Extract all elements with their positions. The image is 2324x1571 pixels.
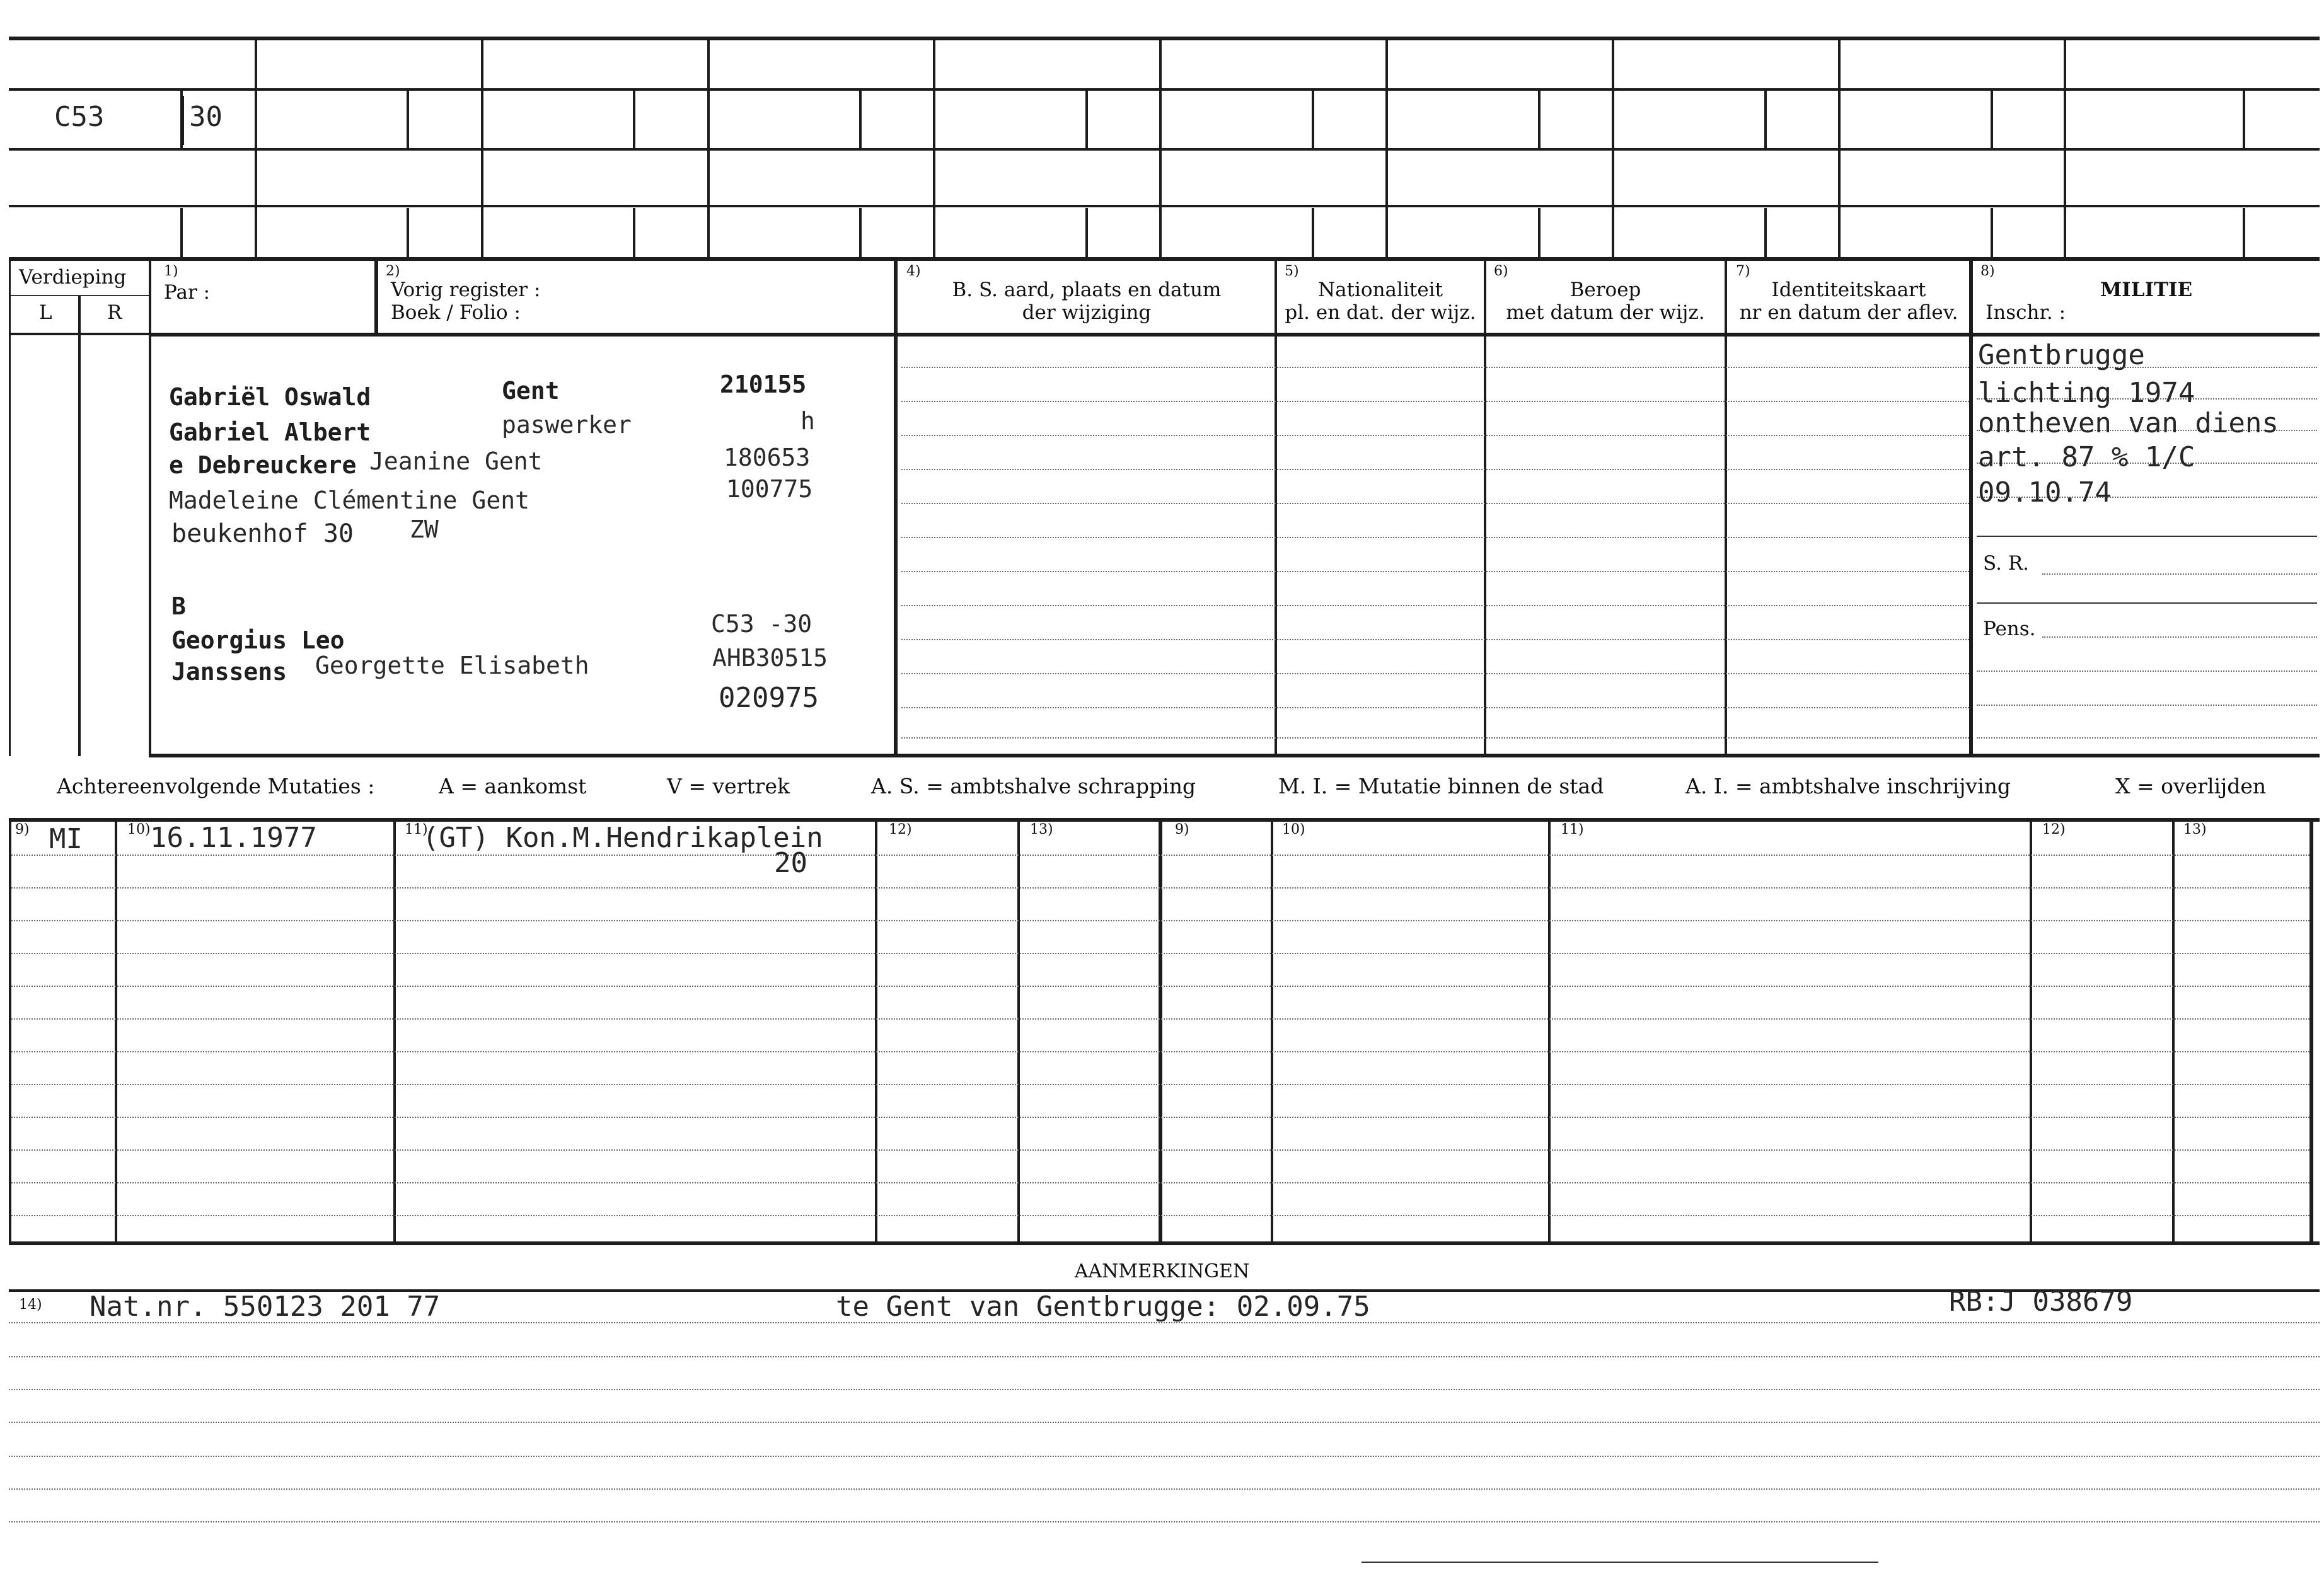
grid-divider: [1612, 38, 1614, 258]
mut-col11b-number: 11): [1561, 822, 1584, 837]
grid-tick: [859, 208, 862, 258]
boek-folio-label: Boek / Folio :: [391, 301, 521, 324]
mutation-line: [11, 1149, 2310, 1151]
entry-line: [901, 571, 1969, 572]
legend-v: V = vertrek: [667, 774, 790, 798]
mutation-line: [11, 1182, 2310, 1183]
top-border: [9, 37, 2320, 40]
col-divider: [149, 258, 151, 756]
remarks-line: [9, 1488, 2320, 1490]
mutation-date: 16.11.1977: [150, 822, 317, 854]
mutation-line: [11, 887, 2310, 889]
person-1-date: 210155: [720, 371, 807, 398]
grid-rule: [9, 148, 2320, 151]
grid-divider: [481, 38, 483, 258]
militie-line: [1977, 670, 2317, 672]
person-1-name: Gabriël Oswald: [169, 383, 371, 411]
l-label: L: [39, 301, 52, 324]
der-wijziging-label: der wijziging: [1022, 301, 1152, 324]
mut-col10-number: 10): [127, 822, 151, 837]
entry-line: [901, 605, 1969, 606]
mut-divider: [2030, 819, 2032, 1243]
col-divider: [1484, 258, 1486, 756]
remarks-number: 14): [19, 1297, 42, 1313]
lr-divider: [78, 296, 81, 756]
entry-line: [901, 673, 1969, 674]
b2-surname: Janssens: [171, 658, 287, 686]
grid-divider: [1385, 38, 1388, 258]
legend-a: A = aankomst: [439, 774, 587, 798]
person-3-date: 180653: [724, 444, 811, 471]
mutation-line: [11, 1215, 2310, 1216]
mutation-line: [11, 855, 2310, 856]
remarks-line: [9, 1389, 2320, 1390]
col8-number: 8): [1980, 263, 1995, 279]
militie-line-2: lichting 1974: [1978, 377, 2195, 409]
mut-col12b-number: 12): [2042, 822, 2066, 837]
entry-line: [901, 707, 1969, 708]
par-label: Par :: [164, 281, 211, 304]
person-1-place: Gent: [502, 377, 560, 405]
b1-name: Georgius Leo: [171, 626, 345, 654]
b2-code: AHB30515: [712, 644, 828, 672]
col-divider: [374, 258, 378, 334]
mut-divider: [115, 819, 117, 1243]
mut-divider: [1271, 819, 1273, 1243]
mutation-line: [11, 953, 2310, 954]
person-3-rest: Jeanine Gent: [369, 447, 543, 475]
identiteitskaart-sub-label: nr en datum der aflev.: [1739, 301, 1958, 324]
person-3-name: e Debreuckere: [169, 451, 357, 479]
legend-as: A. S. = ambtshalve schrapping: [871, 774, 1196, 798]
grid-rule: [9, 88, 2320, 91]
grid-tick: [2243, 208, 2245, 258]
r-label: R: [107, 301, 122, 324]
mut-col13-number: 13): [1030, 822, 1053, 837]
person-4-text: Madeleine Clémentine Gent: [169, 486, 529, 514]
rb-number: RB:J 038679: [1949, 1286, 2133, 1318]
mut-divider: [1017, 819, 1020, 1243]
grid-tick: [1764, 208, 1767, 258]
b2-date: 020975: [719, 682, 819, 714]
mut-divider: [1548, 819, 1551, 1243]
mutation-line: [11, 1051, 2310, 1052]
col-divider: [1969, 258, 1973, 756]
person-4-date: 100775: [726, 475, 813, 503]
mut-col9-number: 9): [15, 822, 30, 837]
legend-mi: M. I. = Mutatie binnen de stad: [1278, 774, 1604, 798]
mut-divider: [2172, 819, 2175, 1243]
grid-tick: [1085, 89, 1088, 149]
grid-rule: [9, 205, 2320, 207]
address: beukenhof 30: [171, 519, 354, 548]
section-b-label: B: [171, 592, 186, 620]
grid-tick: [1538, 208, 1541, 258]
top-code: C53: [54, 101, 105, 133]
grid-tick: [1312, 89, 1314, 149]
body-top-rule: [149, 334, 2320, 337]
sr-line: [2042, 573, 2317, 575]
grid-divider: [1159, 38, 1162, 258]
entry-line: [901, 401, 1969, 402]
mut-divider: [393, 819, 396, 1243]
entry-line: [901, 367, 1969, 368]
mutation-type: MI: [49, 823, 83, 855]
b1-code: C53 -30: [711, 610, 812, 638]
grid-tick: [859, 89, 862, 149]
grid-tick: [1538, 89, 1541, 149]
legend-ai: A. I. = ambtshalve inschrijving: [1685, 774, 2011, 798]
grid-tick: [1312, 208, 1314, 258]
top-number: 30: [189, 101, 223, 133]
nationaliteit-label: Nationaliteit: [1317, 279, 1443, 301]
remarks-line: [9, 1456, 2320, 1457]
left-edge: [9, 258, 11, 756]
militie-line-5: 09.10.74: [1978, 476, 2112, 509]
bs-aard-label: B. S. aard, plaats en datum: [952, 279, 1222, 301]
col1-number: 1): [164, 263, 178, 279]
remarks-title: AANMERKINGEN: [1074, 1260, 1250, 1282]
grid-tick: [1085, 208, 1088, 258]
grid-tick: [1764, 89, 1767, 149]
beroep-sub-label: met datum der wijz.: [1506, 301, 1705, 324]
national-number: Nat.nr. 550123 201 77: [90, 1291, 441, 1323]
verdieping-label: Verdieping: [19, 266, 127, 289]
mutation-line: [11, 920, 2310, 921]
legend-title: Achtereenvolgende Mutaties :: [57, 774, 375, 798]
col-divider: [1725, 258, 1727, 756]
beroep-label: Beroep: [1570, 279, 1641, 301]
entry-line: [901, 639, 1969, 640]
mutation-line: [11, 1117, 2310, 1118]
legend-x: X = overlijden: [2115, 774, 2267, 798]
remarks-line: [9, 1521, 2320, 1522]
grid-divider: [255, 38, 257, 258]
militie-rule: [1977, 602, 2317, 604]
mutation-address: (GT) Kon.M.Hendrikaplein: [422, 822, 823, 854]
nationaliteit-sub-label: pl. en dat. der wijz.: [1285, 301, 1476, 324]
entry-line: [901, 503, 1969, 504]
militie-line-1: Gentbrugge: [1978, 339, 2145, 371]
grid-tick: [407, 89, 409, 149]
militie-line-4: art. 87 % 1/C: [1978, 441, 2195, 473]
militie-line: [1977, 737, 2317, 739]
sr-label: S. R.: [1983, 552, 2030, 575]
person-2-mark: h: [801, 407, 815, 435]
person-2-name: Gabriel Albert: [169, 418, 371, 446]
grid-divider: [707, 38, 710, 258]
grid-tick: [180, 208, 183, 258]
entry-line: [901, 537, 1969, 538]
col-divider: [1275, 258, 1277, 756]
b2-given: Georgette Elisabeth: [315, 652, 589, 679]
remarks-line: [9, 1322, 2320, 1323]
mutation-address-number: 20: [774, 847, 807, 879]
col7-number: 7): [1736, 263, 1750, 279]
col4-number: 4): [906, 263, 921, 279]
mut-col13b-number: 13): [2183, 822, 2207, 837]
militie-line: [1977, 705, 2317, 706]
militie-line-3: ontheven van diens: [1978, 407, 2279, 439]
mutation-line: [11, 1084, 2310, 1085]
mut-col11-number: 11): [405, 822, 428, 837]
bottom-edge-mark: [1361, 1562, 1878, 1563]
entry-line: [901, 737, 1969, 739]
mutation-line: [11, 1018, 2310, 1020]
mut-divider: [2310, 819, 2313, 1243]
grid-tick: [2243, 89, 2245, 149]
remarks-line: [9, 1422, 2320, 1423]
mutations-top-rule: [9, 818, 2320, 822]
grid-tick: [633, 89, 635, 149]
militie-label: MILITIE: [2100, 279, 2193, 301]
mut-col9b-number: 9): [1175, 822, 1189, 837]
pens-line: [2042, 636, 2317, 638]
handwritten-stroke: [182, 96, 184, 145]
remarks-line: [9, 1356, 2320, 1357]
person-2-job: paswerker: [502, 411, 632, 439]
col-divider: [894, 258, 898, 756]
entry-line: [901, 435, 1969, 436]
col2-number: 2): [386, 263, 400, 279]
mutations-bottom-rule: [9, 1241, 2320, 1245]
grid-rule: [9, 257, 2320, 261]
grid-divider: [2064, 38, 2066, 258]
grid-tick: [1991, 89, 1993, 149]
mut-col12-number: 12): [889, 822, 912, 837]
vorig-register-label: Vorig register :: [391, 279, 541, 301]
mut-divider: [875, 819, 877, 1243]
grid-divider: [933, 38, 935, 258]
grid-tick: [633, 208, 635, 258]
grid-tick: [1991, 208, 1993, 258]
pens-label: Pens.: [1983, 618, 2036, 640]
mut-col10b-number: 10): [1282, 822, 1305, 837]
col5-number: 5): [1285, 263, 1299, 279]
address-code: ZW: [410, 515, 439, 543]
inschr-label: Inschr. :: [1986, 301, 2066, 324]
militie-rule: [1977, 536, 2317, 537]
remarks-origin: te Gent van Gentbrugge: 02.09.75: [836, 1291, 1370, 1323]
grid-tick: [407, 208, 409, 258]
mut-divider: [9, 819, 11, 1243]
mutation-line: [11, 986, 2310, 987]
col6-number: 6): [1494, 263, 1508, 279]
body-bottom-rule: [149, 754, 2320, 757]
entry-line: [901, 469, 1969, 470]
mut-divider: [1159, 819, 1162, 1243]
grid-divider: [1838, 38, 1841, 258]
identiteitskaart-label: Identiteitskaart: [1771, 279, 1926, 301]
